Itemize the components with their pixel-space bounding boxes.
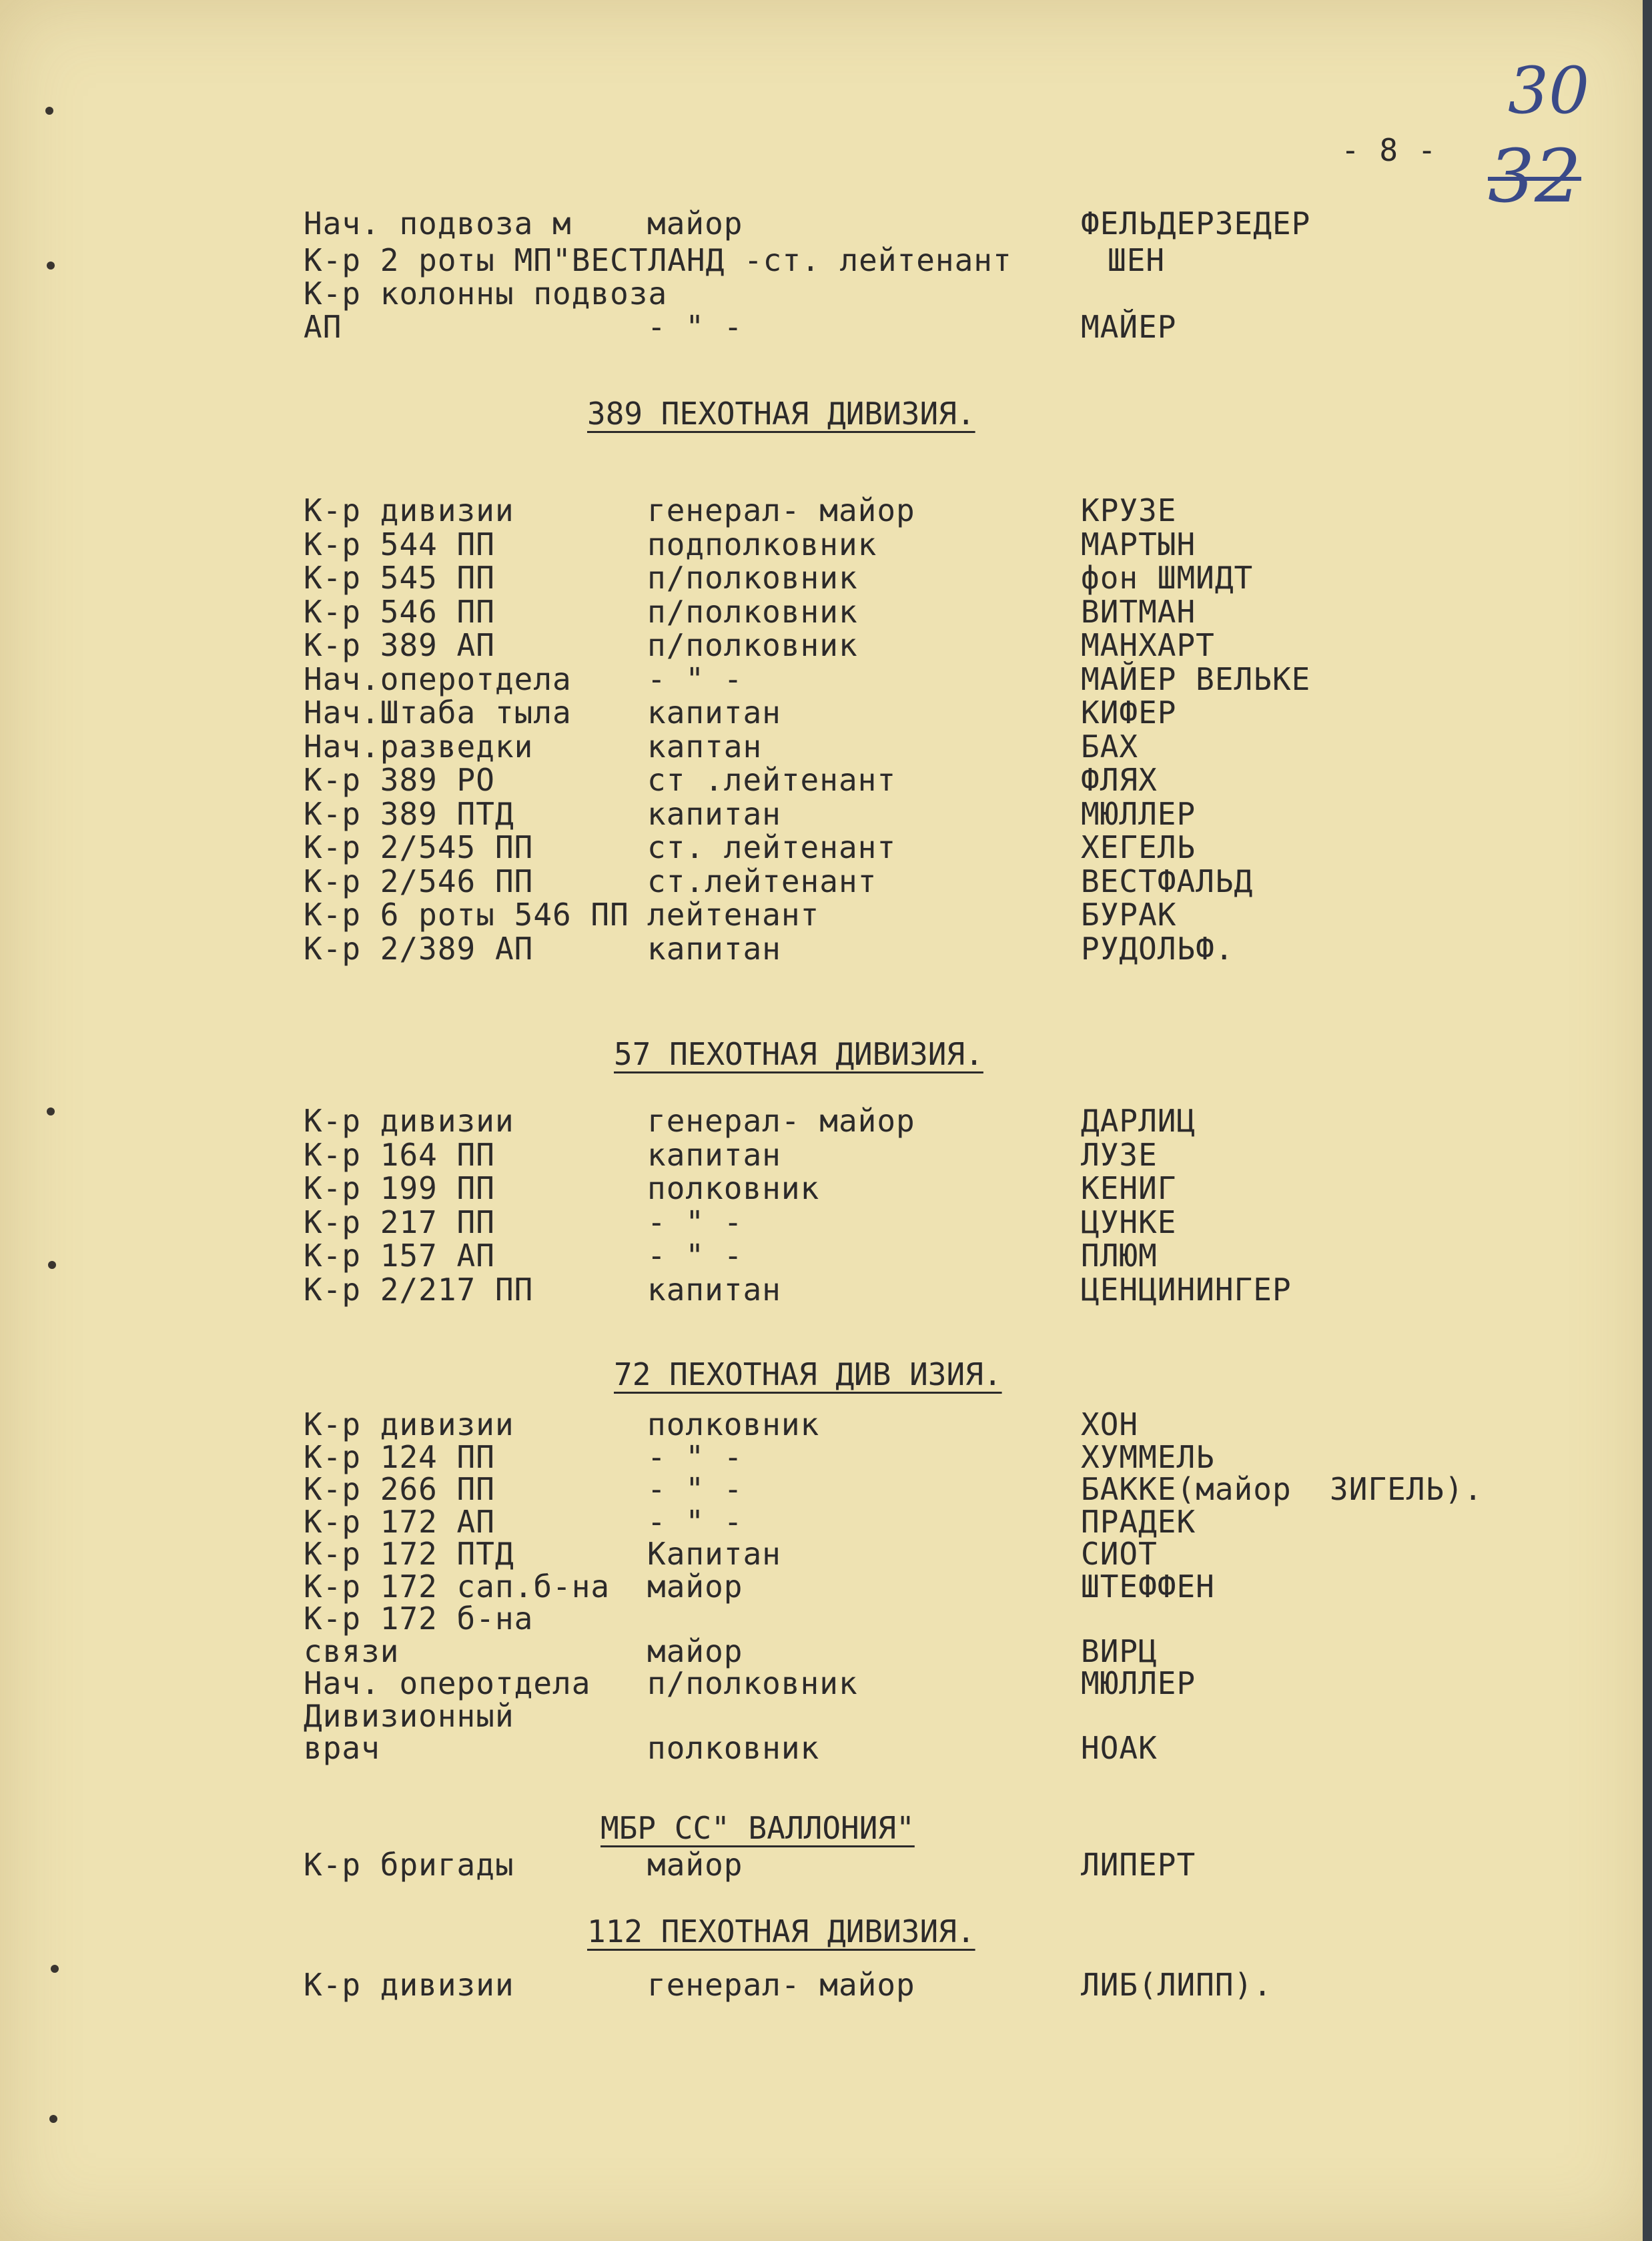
entry-name: РУДОЛЬФ. [1081,931,1234,967]
entry-rank: майор [647,1847,743,1883]
entry-name: ВЕСТФАЛЬД [1081,863,1254,899]
entry-title: К-р 172 б-на [304,1601,534,1637]
entry-rank: - " - [647,1504,743,1540]
entry-title: К-р 544 ПП [304,526,495,562]
entry-title: Нач.оперотдела [304,661,572,697]
entry-rank: ст .лейтенант [647,762,897,798]
entry-name: НОАК [1081,1730,1158,1766]
entry-title: К-р 545 ПП [304,560,495,596]
binding-hole [51,1965,59,1973]
section-heading: 112 ПЕХОТНАЯ ДИВИЗИЯ. [587,1913,975,1949]
entry-name: ЦУНКЕ [1081,1204,1177,1240]
entry-rank: капитан [647,796,781,832]
entry-rank: Капитан [647,1536,781,1572]
entry-rank: генерал- майор [647,492,915,528]
section-heading: 57 ПЕХОТНАЯ ДИВИЗИЯ. [614,1036,983,1072]
entry-title: Дивизионный [304,1698,514,1734]
entry-rank: подполковник [647,526,877,562]
entry-name: ЦЕНЦИНИНГЕР [1081,1272,1292,1308]
entry-title: К-р 389 РО [304,762,495,798]
section-heading: МБР СС" ВАЛЛОНИЯ" [600,1810,915,1846]
entry-title: К-р 389 АП [304,627,495,663]
entry-title: К-р 2/545 ПП [304,829,534,865]
entry-rank: полковник [647,1730,820,1766]
entry-title: К-р бригады [304,1847,514,1883]
entry-rank: п/полковник [647,627,858,663]
entry-title: К-р 2/217 ПП [304,1272,534,1308]
entry-title: врач [304,1730,380,1766]
entry-title: К-р 266 ПП [304,1471,495,1507]
entry-title: К-р 172 ПТД [304,1536,514,1572]
entry-rank: полковник [647,1170,820,1206]
entry-name: ХЕГЕЛЬ [1081,829,1196,865]
entry-title: К-р дивизии [304,1103,514,1139]
entry-rank: ст. лейтенант [647,829,897,865]
entry-rank: майор [647,1633,743,1669]
entry-title: К-р дивизии [304,492,514,528]
entry-name: ХУММЕЛЬ [1081,1439,1215,1475]
entry-title: К-р 2 роты МП"ВЕСТЛАНД -ст. лейтенант [304,242,1012,278]
scan-border [1643,0,1652,2241]
entry-name: ЛУЗЕ [1081,1137,1158,1173]
entry-name: ПРАДЕК [1081,1504,1196,1540]
binding-hole [49,2115,57,2123]
entry-rank: каптан [647,729,763,765]
entry-rank: п/полковник [647,1665,858,1701]
entry-rank: - " - [647,1439,743,1475]
entry-title: К-р 124 ПП [304,1439,495,1475]
entry-title: К-р 2/546 ПП [304,863,534,899]
entry-title: К-р колонны подвоза [304,276,668,312]
entry-title: К-р 164 ПП [304,1137,495,1173]
entry-rank: - " - [647,661,743,697]
binding-hole [45,107,53,115]
entry-name: МАЙЕР ВЕЛЬКЕ [1081,661,1311,697]
entry-name: ФЕЛЬДЕРЗЕДЕР [1081,205,1311,242]
entry-name: ЛИПЕРТ [1081,1847,1196,1883]
entry-title: Нач.разведки [304,729,534,765]
entry-rank: п/полковник [647,560,858,596]
entry-name: ВИТМАН [1081,594,1196,630]
entry-name: БУРАК [1081,897,1177,933]
entry-name: ШТЕФФЕН [1081,1568,1215,1605]
entry-name: МАНХАРТ [1081,627,1215,663]
entry-rank: - " - [647,1238,743,1274]
entry-title: К-р 2/389 АП [304,931,534,967]
entry-rank: капитан [647,931,781,967]
entry-name: ФЛЯХ [1081,762,1158,798]
entry-name: МАЙЕР [1081,309,1177,345]
entry-title: К-р 6 роты 546 ПП [304,897,629,933]
entry-name: ЛИБ(ЛИПП). [1081,1967,1272,2003]
entry-rank: капитан [647,695,781,731]
entry-name: МЮЛЛЕР [1081,1665,1196,1701]
binding-hole [47,1107,55,1115]
entry-rank: полковник [647,1406,820,1442]
entry-rank: майор [647,205,743,242]
entry-title: Нач. оперотдела [304,1665,591,1701]
entry-rank: генерал- майор [647,1103,915,1139]
handwritten-struck-number: 32 [1488,133,1581,219]
entry-title: К-р 217 ПП [304,1204,495,1240]
entry-name: КЕНИГ [1081,1170,1177,1206]
entry-name: ДАРЛИЦ [1081,1103,1196,1139]
entry-rank: - " - [647,309,743,345]
entry-name: ВИРЦ [1081,1633,1158,1669]
binding-hole [47,262,55,270]
entry-rank: капитан [647,1137,781,1173]
entry-rank: - " - [647,1471,743,1507]
entry-name: МЮЛЛЕР [1081,796,1196,832]
section-heading: 389 ПЕХОТНАЯ ДИВИЗИЯ. [587,396,975,432]
entry-name: ШЕН [1108,242,1166,278]
entry-name: КИФЕР [1081,695,1177,731]
entry-name: фон ШМИДТ [1081,560,1254,596]
binding-hole [48,1261,56,1269]
entry-title: связи [304,1633,400,1669]
entry-title: К-р 157 АП [304,1238,495,1274]
entry-name: БАХ [1081,729,1139,765]
page-number: - 8 - [1341,132,1437,168]
entry-name: ПЛЮМ [1081,1238,1158,1274]
entry-rank: генерал- майор [647,1967,915,2003]
entry-rank: майор [647,1568,743,1605]
entry-rank: п/полковник [647,594,858,630]
entry-title: К-р дивизии [304,1406,514,1442]
entry-rank: лейтенант [647,897,820,933]
entry-name: БАККЕ(майор ЗИГЕЛЬ). [1081,1471,1483,1507]
entry-title: К-р 172 сап.б-на [304,1568,610,1605]
entry-rank: капитан [647,1272,781,1308]
handwritten-page-number: 30 [1508,53,1590,128]
entry-name: МАРТЫН [1081,526,1196,562]
entry-title: АП [304,309,342,345]
section-heading: 72 ПЕХОТНАЯ ДИВ ИЗИЯ. [614,1356,1002,1392]
entry-title: К-р 389 ПТД [304,796,514,832]
entry-title: К-р дивизии [304,1967,514,2003]
entry-title: К-р 199 ПП [304,1170,495,1206]
entry-name: СИОТ [1081,1536,1158,1572]
entry-rank: - " - [647,1204,743,1240]
entry-title: К-р 172 АП [304,1504,495,1540]
entry-name: КРУЗЕ [1081,492,1177,528]
entry-title: Нач. подвоза м [304,205,572,242]
entry-rank: ст.лейтенант [647,863,877,899]
entry-title: Нач.Штаба тыла [304,695,572,731]
entry-title: К-р 546 ПП [304,594,495,630]
entry-name: ХОН [1081,1406,1139,1442]
